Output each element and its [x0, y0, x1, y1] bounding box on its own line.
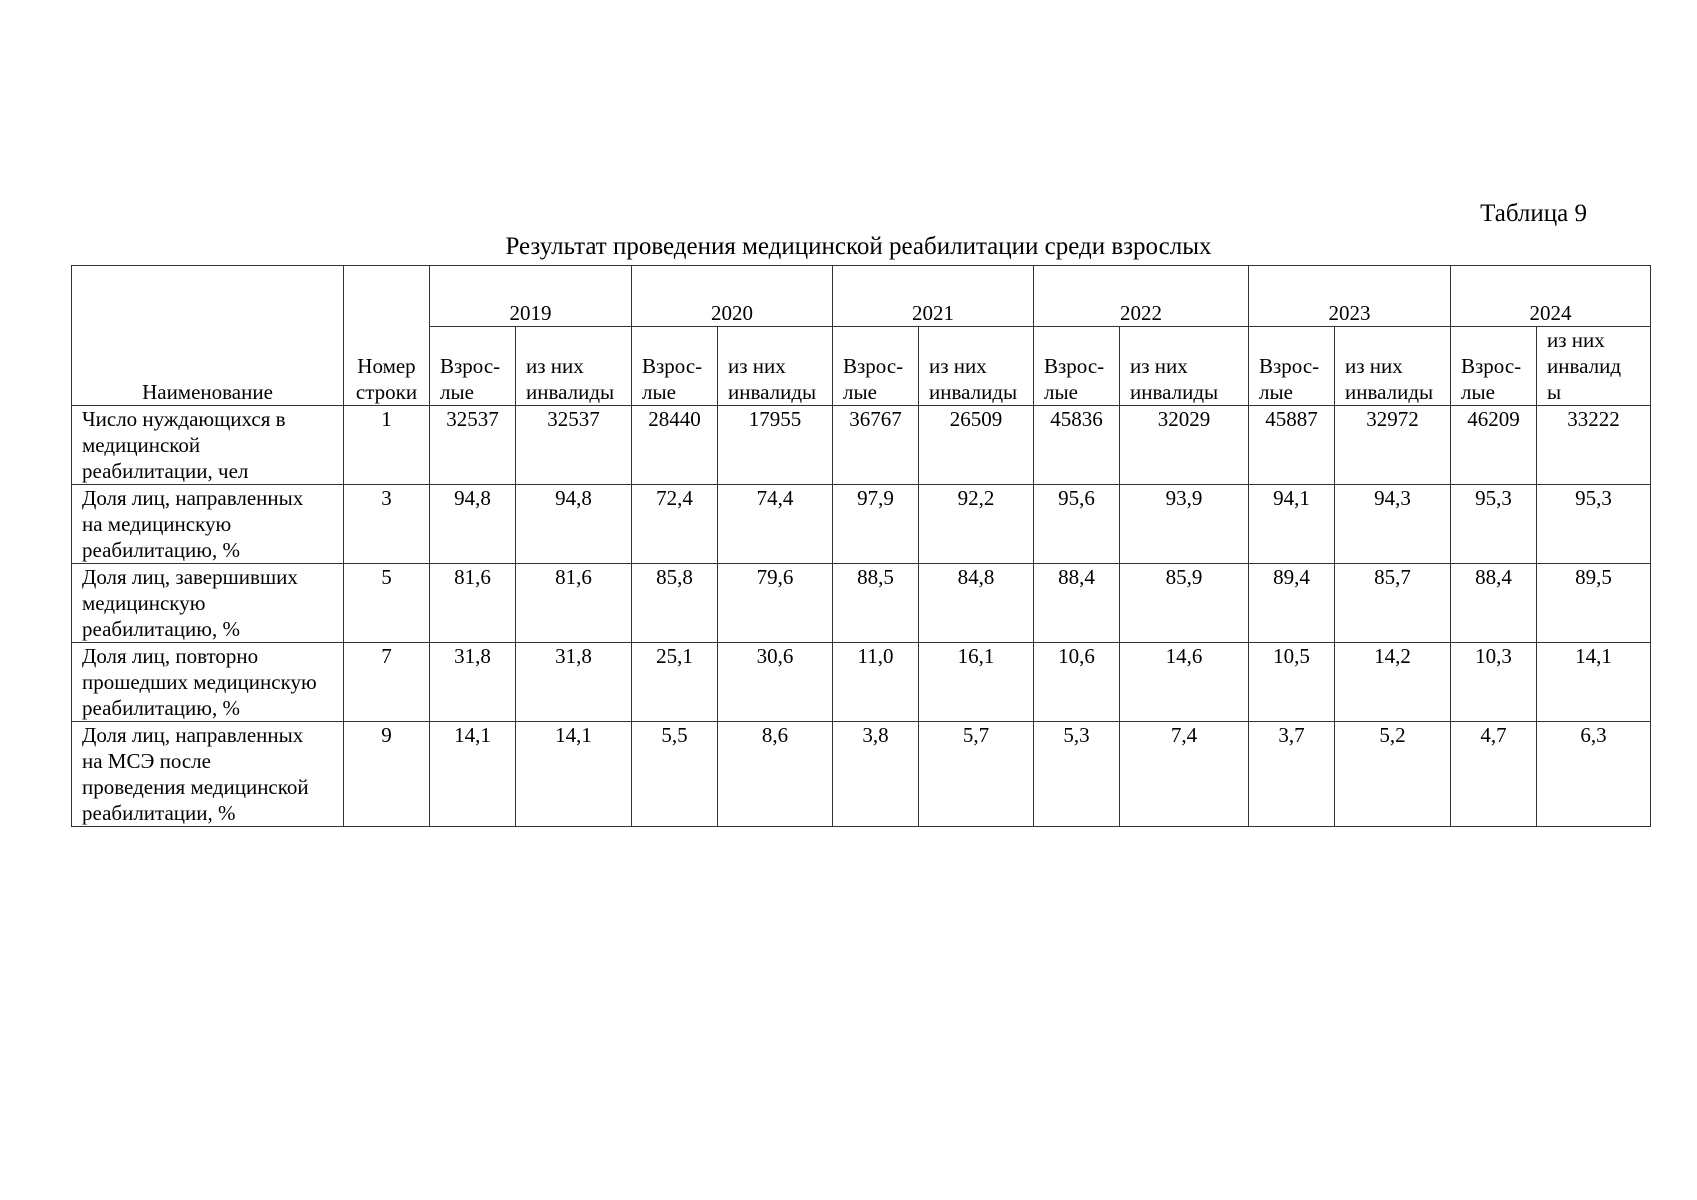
value-cell: 14,1: [516, 722, 632, 827]
value-cell: 72,4: [632, 485, 718, 564]
value-cell: 11,0: [833, 643, 919, 722]
value-cell: 5,2: [1335, 722, 1451, 827]
value-cell: 81,6: [516, 564, 632, 643]
value-cell: 28440: [632, 406, 718, 485]
value-cell: 32537: [516, 406, 632, 485]
subheader-disabled: из них инвалиды: [1120, 327, 1249, 406]
subheader-adults: Взрос- лые: [1249, 327, 1335, 406]
value-cell: 32972: [1335, 406, 1451, 485]
value-cell: 79,6: [718, 564, 833, 643]
value-cell: 94,8: [516, 485, 632, 564]
row-name-cell: Доля лиц, завершивших медицинскую реабилитацию, %: [72, 564, 344, 643]
value-cell: 3,7: [1249, 722, 1335, 827]
year-header-2020: 2020: [632, 266, 833, 327]
value-cell: 94,3: [1335, 485, 1451, 564]
subheader-disabled: из них инвалиды: [516, 327, 632, 406]
table-row: [72, 564, 1651, 643]
value-cell: 92,2: [919, 485, 1034, 564]
value-cell: 6,3: [1537, 722, 1651, 827]
value-cell: 45887: [1249, 406, 1335, 485]
value-cell: 5,3: [1034, 722, 1120, 827]
row-name-cell: Число нуждающихся в медицинской реабилитации, чел: [72, 406, 344, 485]
subheader-disabled: из них инвалиды: [1335, 327, 1451, 406]
value-cell: 10,3: [1451, 643, 1537, 722]
header-row-years: [72, 266, 1651, 327]
rehabilitation-results-table: [71, 265, 1651, 827]
value-cell: 45836: [1034, 406, 1120, 485]
year-header-2024: 2024: [1451, 266, 1651, 327]
value-cell: 95,3: [1537, 485, 1651, 564]
value-cell: 85,7: [1335, 564, 1451, 643]
row-number-cell: 9: [344, 722, 430, 827]
value-cell: 14,1: [430, 722, 516, 827]
value-cell: 88,4: [1034, 564, 1120, 643]
value-cell: 31,8: [430, 643, 516, 722]
row-number-cell: 7: [344, 643, 430, 722]
value-cell: 85,8: [632, 564, 718, 643]
row-number-cell: 1: [344, 406, 430, 485]
value-cell: 14,2: [1335, 643, 1451, 722]
subheader-adults: Взрос- лые: [833, 327, 919, 406]
row-number-cell: 5: [344, 564, 430, 643]
value-cell: 14,1: [1537, 643, 1651, 722]
subheader-adults: Взрос- лые: [632, 327, 718, 406]
year-header-2021: 2021: [833, 266, 1034, 327]
value-cell: 95,3: [1451, 485, 1537, 564]
value-cell: 7,4: [1120, 722, 1249, 827]
value-cell: 5,7: [919, 722, 1034, 827]
value-cell: 88,5: [833, 564, 919, 643]
subheader-disabled: из них инвалид ы: [1537, 327, 1651, 406]
year-header-2023: 2023: [1249, 266, 1451, 327]
value-cell: 89,4: [1249, 564, 1335, 643]
value-cell: 84,8: [919, 564, 1034, 643]
value-cell: 93,9: [1120, 485, 1249, 564]
row-number-cell: 3: [344, 485, 430, 564]
subheader-adults: Взрос- лые: [1034, 327, 1120, 406]
value-cell: 81,6: [430, 564, 516, 643]
value-cell: 31,8: [516, 643, 632, 722]
subheader-adults: Взрос- лые: [1451, 327, 1537, 406]
value-cell: 97,9: [833, 485, 919, 564]
table-row: [72, 406, 1651, 485]
row-name-cell: Доля лиц, направленных на медицинскую реабилитацию, %: [72, 485, 344, 564]
value-cell: 16,1: [919, 643, 1034, 722]
value-cell: 8,6: [718, 722, 833, 827]
value-cell: 95,6: [1034, 485, 1120, 564]
value-cell: 36767: [833, 406, 919, 485]
value-cell: 30,6: [718, 643, 833, 722]
value-cell: 94,1: [1249, 485, 1335, 564]
value-cell: 32029: [1120, 406, 1249, 485]
value-cell: 10,5: [1249, 643, 1335, 722]
row-name-cell: Доля лиц, повторно прошедших медицинскую реабилитацию, %: [72, 643, 344, 722]
value-cell: 26509: [919, 406, 1034, 485]
table-number-label: Таблица 9: [1480, 200, 1587, 227]
year-header-2019: 2019: [430, 266, 632, 327]
column-header-name: Наименование: [72, 266, 344, 406]
subheader-adults: Взрос- лые: [430, 327, 516, 406]
value-cell: 10,6: [1034, 643, 1120, 722]
table-title: Результат проведения медицинской реабилитации среди взрослых: [505, 233, 1212, 260]
value-cell: 89,5: [1537, 564, 1651, 643]
value-cell: 46209: [1451, 406, 1537, 485]
value-cell: 94,8: [430, 485, 516, 564]
column-header-row-number: [344, 266, 430, 406]
table-row: [72, 722, 1651, 827]
value-cell: 32537: [430, 406, 516, 485]
value-cell: 88,4: [1451, 564, 1537, 643]
table-row: [72, 485, 1651, 564]
value-cell: 3,8: [833, 722, 919, 827]
year-header-2022: 2022: [1034, 266, 1249, 327]
row-number-header-line1: Номер: [357, 354, 416, 378]
subheader-disabled: из них инвалиды: [919, 327, 1034, 406]
value-cell: 5,5: [632, 722, 718, 827]
row-number-header-line2: строки: [355, 380, 418, 404]
value-cell: 33222: [1537, 406, 1651, 485]
value-cell: 4,7: [1451, 722, 1537, 827]
value-cell: 14,6: [1120, 643, 1249, 722]
value-cell: 25,1: [632, 643, 718, 722]
value-cell: 17955: [718, 406, 833, 485]
row-name-cell: Доля лиц, направленных на МСЭ после проведения медицинской реабилитации, %: [72, 722, 344, 827]
value-cell: 74,4: [718, 485, 833, 564]
value-cell: 85,9: [1120, 564, 1249, 643]
table-row: [72, 643, 1651, 722]
subheader-disabled: из них инвалиды: [718, 327, 833, 406]
